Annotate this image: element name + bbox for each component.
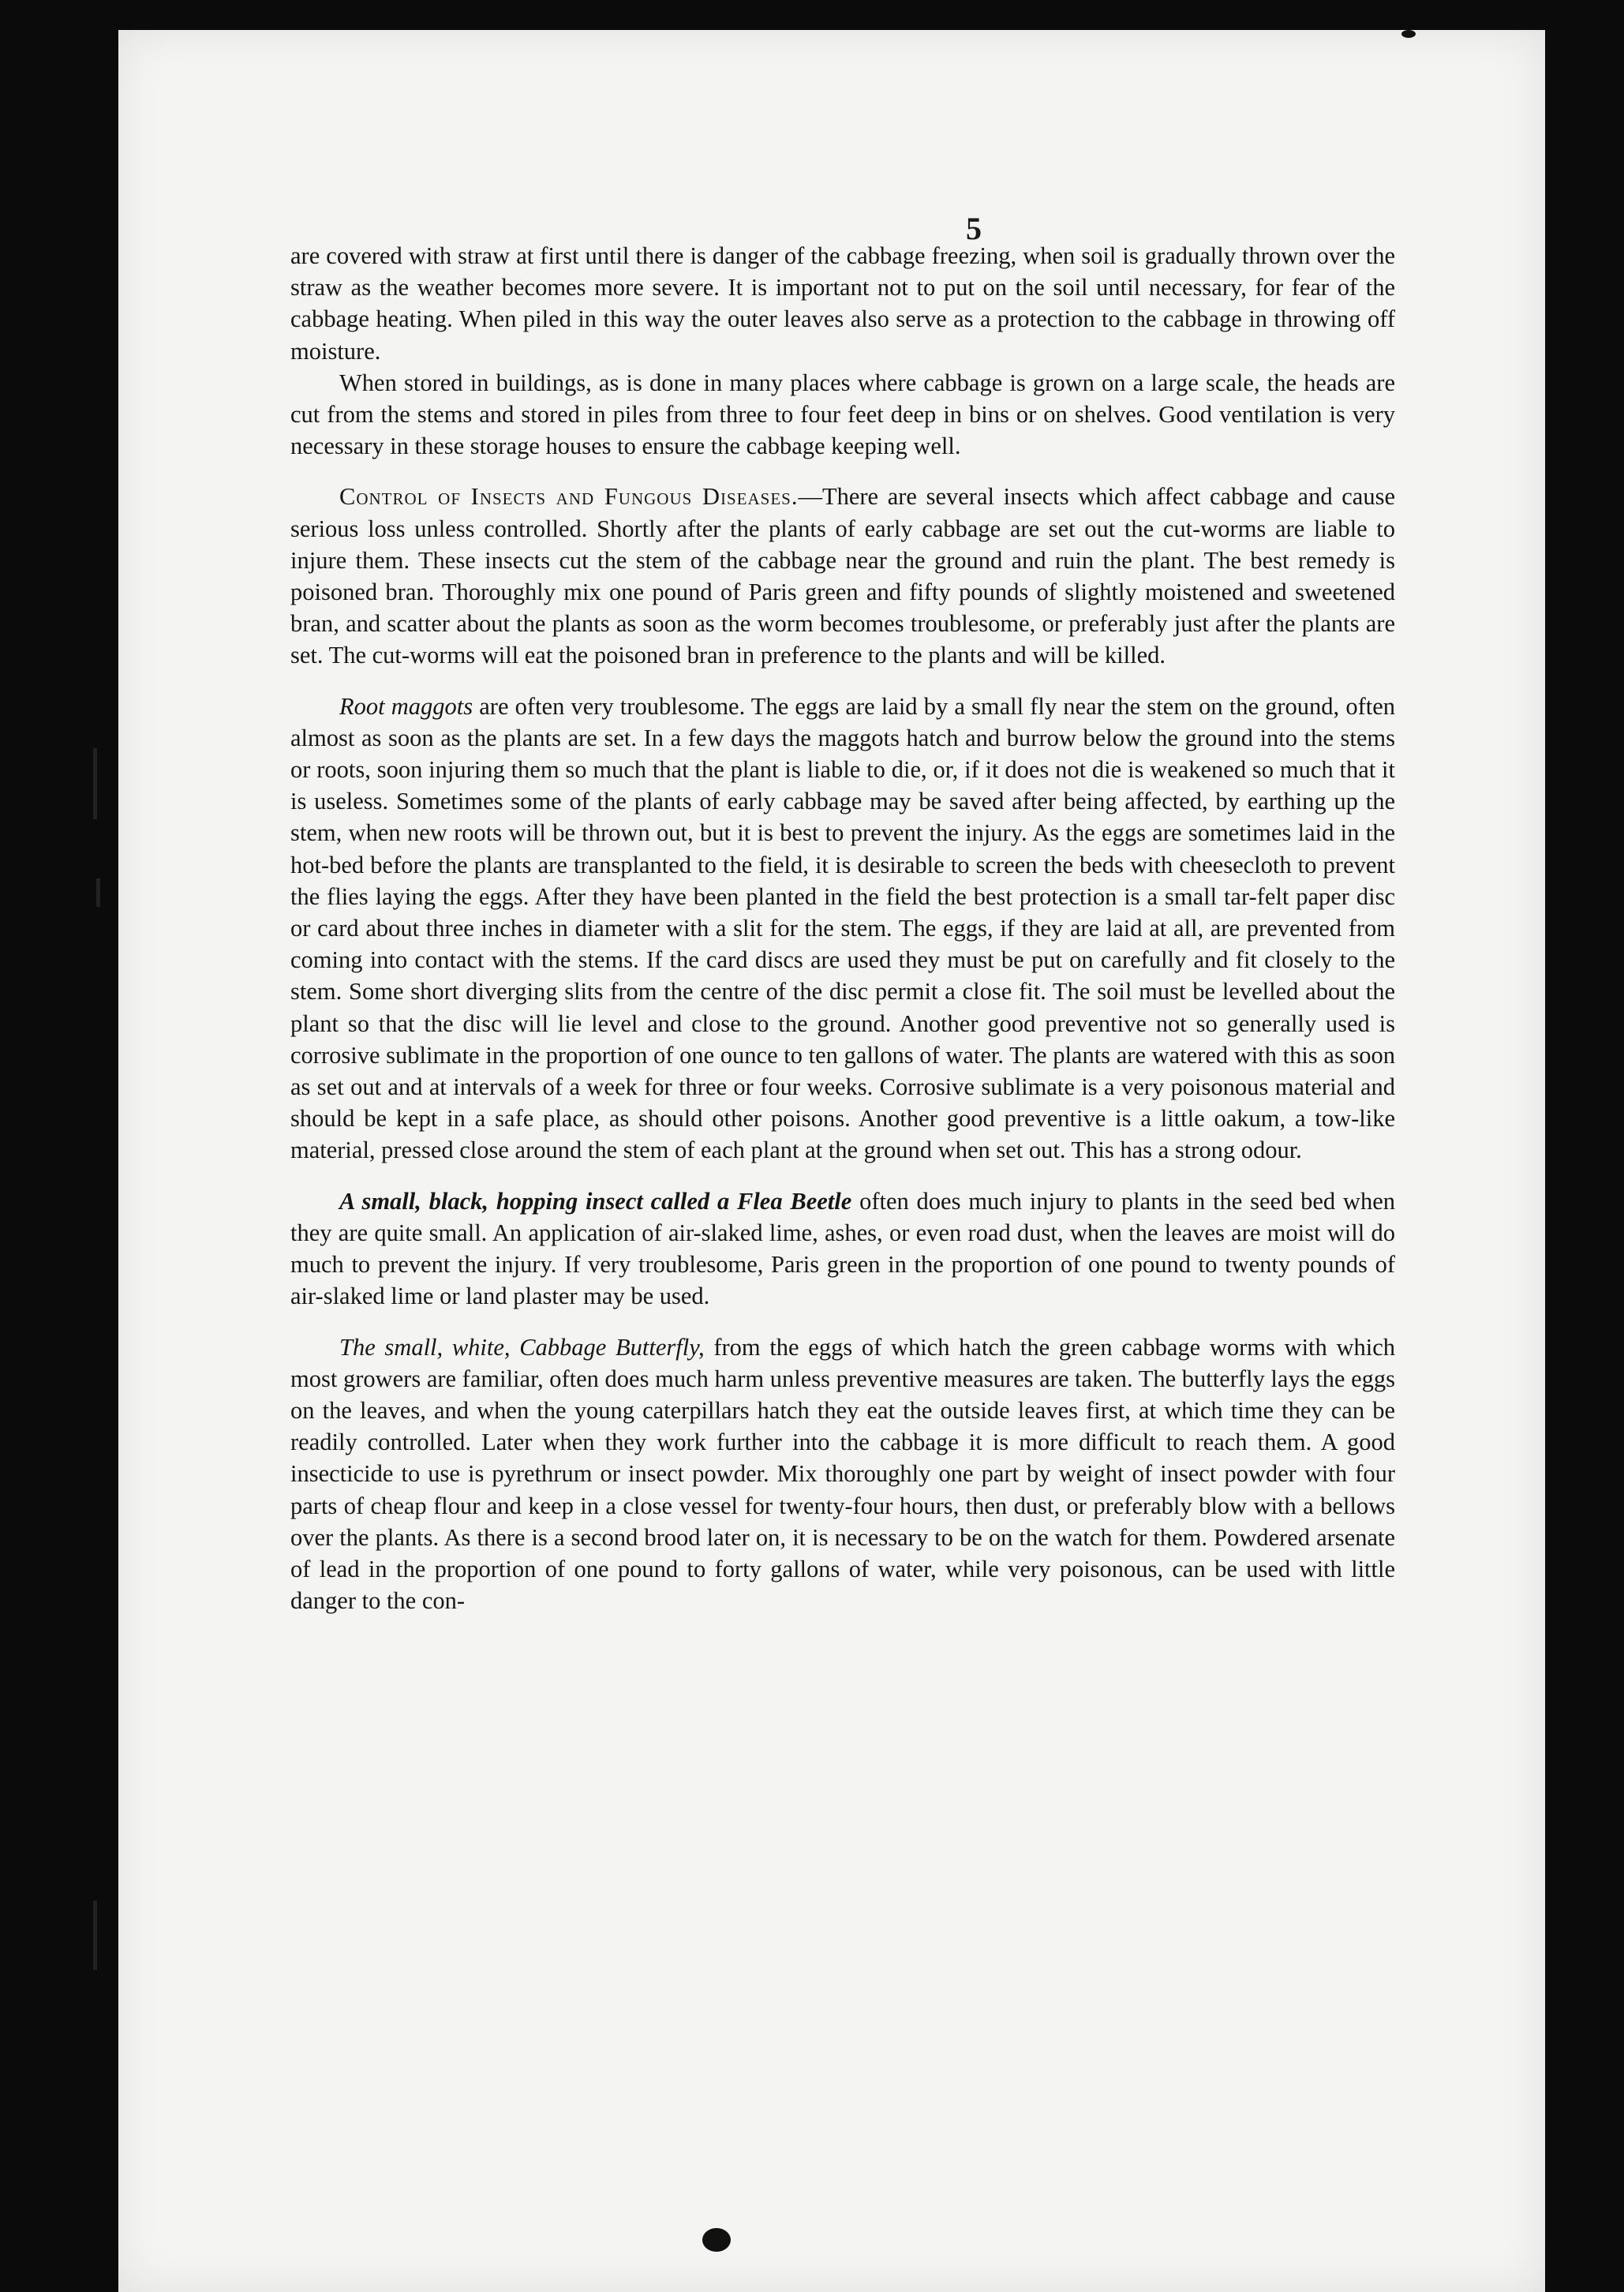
margin-mark: [93, 1901, 97, 1970]
paragraph: [290, 1185, 1395, 1313]
section-heading: Control of Insects and Fungous Diseases.: [339, 483, 799, 511]
paragraph-text: are covered with straw at first until there is danger of the cabbage freezing, when soil is gradually thrown over the straw as the weather becomes more severe. It is important not to put on the soil until necessary, for fear of the cabbage heating. When piled in this way the outer leaves also serve as a protection to the cabbage in throwing off moisture.: [290, 242, 1395, 365]
paragraph-text: —There are several insects which affect cabbage and cause serious loss unless controlled. Shortly after the plants of early cabbage are set out the cut-worms are liable to injure them. These insects cut the stem of the cabbage near the ground and ruin the plant. The best remedy is poisoned bran. Thoroughly mix one pound of Paris green and fifty pounds of slightly moistened and sweetened bran, and scatter about the plants as soon as the worm becomes troublesome, or preferably just after the plants are set. The cut-worms will eat the poisoned bran in preference to the plants and will be killed.: [290, 483, 1395, 669]
page-number: 5: [966, 211, 982, 246]
section-heading: The small, white, Cabbage Butterfly,: [339, 1333, 705, 1361]
paragraph-text: are often very troublesome. The eggs are laid by a small fly near the stem on the ground, often almost as soon as the plants are set. In a few days the maggots hatch and burrow below the ground into the stems or roots, soon injuring them so much that the plant is liable to die, or, if it does not die is weakened so much that it is useless. Sometimes some of the plants of early cabbage may be saved after being affected, by earthing up the stem, when new roots will be thrown out, but it is best to prevent the injury. As the eggs are sometimes laid in the hot-bed before the plants are transplanted to the field, it is desirable to screen the beds with cheesecloth to prevent the flies laying the eggs. After they have been planted in the field the best protection is a small tar-felt paper disc or card about three inches in diameter with a slit for the stem. The eggs, if they are laid at all, are prevented from coming into contact with the stems. If the card discs are used they must be put on carefully and fit closely to the stem. Some short diverging slits from the centre of the disc permit a close fit. The soil must be levelled about the plant so that the disc will lie level and close to the ground. Another good preventive not so generally used is corrosive sublimate in the proportion of one ounce to ten gallons of water. The plants are watered with this as soon as set out and at intervals of a week for three or four weeks. Corrosive sublimate is a very poisonous material and should be kept in a safe place, as should other poisons. Another good preventive is a little oakum, a tow-like material, pressed close around the stem of each plant at the ground when set out. This has a strong odour.: [290, 692, 1395, 1164]
paragraph: [290, 240, 1395, 367]
section-heading: A small, black, hopping insect called a Flea Beetle: [339, 1187, 852, 1215]
margin-mark: [93, 748, 97, 819]
margin-mark: [96, 878, 100, 907]
paragraph-text: When stored in buildings, as is done in many places where cabbage is grown on a large scale, the heads are cut from the stems and stored in piles from three to four feet deep in bins or on shelves. Good ventilation is very necessary in these storage houses to ensure the cabbage keeping well.: [290, 369, 1395, 460]
body-text: [290, 240, 1395, 1616]
paragraph-text: from the eggs of which hatch the green cabbage worms with which most growers are familiar, often does much harm unless preventive measures are taken. The butterfly lays the eggs on the leaves, and when the young caterpillars hatch they eat the outside leaves first, at which time they can be readily controlled. Later when they work further into the cabbage it is more difficult to reach them. A good insecticide to use is pyrethrum or insect powder. Mix thoroughly one part by weight of insect powder with four parts of cheap flour and keep in a close vessel for twenty-four hours, then dust, or preferably blow with a bellows over the plants. As there is a second brood later on, it is necessary to be on the watch for them. Powdered arsenate of lead in the proportion of one pound to forty gallons of water, while very poisonous, can be used with little danger to the con-: [290, 1333, 1395, 1615]
section-heading: Root maggots: [339, 692, 473, 720]
paragraph-text: often does much injury to plants in the seed bed when they are quite small. An application of air-slaked lime, ashes, or even road dust, when the leaves are moist will do much to prevent the injury. If very troublesome, Paris green in the proportion of one pound to twenty pounds of air-slaked lime or land plaster may be used.: [290, 1187, 1395, 1310]
paragraph: [290, 1331, 1395, 1617]
scan-smudge: [702, 2228, 731, 2252]
paragraph: [290, 367, 1395, 463]
paragraph: [290, 691, 1395, 1167]
scan-smudge: [1401, 30, 1416, 38]
paragraph: [290, 481, 1395, 671]
